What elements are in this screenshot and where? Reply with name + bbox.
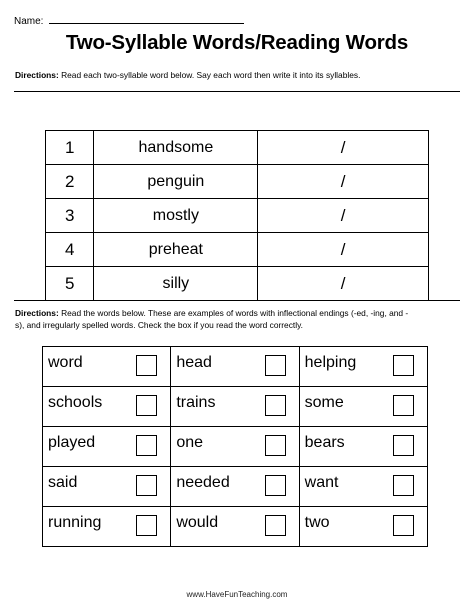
word-cell — [43, 427, 171, 467]
directions-reading — [15, 307, 415, 331]
reading-word: one — [176, 434, 204, 451]
checkbox[interactable] — [393, 475, 414, 496]
name-line[interactable] — [49, 23, 244, 24]
syllable-table — [45, 130, 429, 301]
reading-word: some — [304, 394, 344, 411]
checkbox[interactable] — [393, 355, 414, 376]
reading-word: schools — [48, 394, 103, 411]
table-row — [43, 387, 428, 427]
word-cell — [299, 347, 427, 387]
page-title: Two-Syllable Words/Reading Words — [65, 31, 409, 54]
syllable-word: silly — [94, 267, 258, 301]
reading-word: head — [176, 354, 212, 371]
checkbox[interactable] — [136, 515, 157, 536]
table-row — [43, 467, 428, 507]
reading-word: would — [176, 514, 219, 531]
reading-word: bears — [304, 434, 345, 451]
checkbox[interactable] — [393, 395, 414, 416]
syllable-answer-cell[interactable]: / — [258, 233, 429, 267]
word-cell — [43, 347, 171, 387]
checkbox[interactable] — [393, 435, 414, 456]
syllable-word: penguin — [94, 165, 258, 199]
row-number: 2 — [46, 165, 94, 199]
reading-words-grid — [42, 346, 428, 547]
reading-word: running — [48, 514, 102, 531]
checkbox[interactable] — [265, 475, 286, 496]
checkbox[interactable] — [265, 515, 286, 536]
directions-label: Directions: — [15, 70, 59, 80]
table-row — [43, 507, 428, 547]
word-cell — [299, 467, 427, 507]
checkbox[interactable] — [393, 515, 414, 536]
table-row — [46, 165, 429, 199]
checkbox[interactable] — [136, 475, 157, 496]
syllable-answer-cell[interactable]: / — [258, 131, 429, 165]
row-number: 4 — [46, 233, 94, 267]
table-row — [46, 267, 429, 301]
reading-word: two — [304, 514, 330, 531]
directions-syllables — [15, 69, 460, 81]
directions-text: Read the words below. These are examples of words with inflectional endings (-ed, -ing, and -s), and irregularly spelled words. Check the box if you read the word correctly. — [15, 308, 409, 330]
reading-word: needed — [176, 474, 230, 491]
checkbox[interactable] — [265, 395, 286, 416]
divider — [14, 300, 460, 301]
table-row — [46, 233, 429, 267]
checkbox[interactable] — [136, 435, 157, 456]
word-cell — [171, 507, 299, 547]
reading-word: word — [48, 354, 83, 371]
name-field[interactable] — [14, 11, 244, 27]
divider — [14, 91, 460, 92]
syllable-answer-cell[interactable]: / — [258, 165, 429, 199]
checkbox[interactable] — [265, 435, 286, 456]
reading-word: want — [304, 474, 339, 491]
syllable-answer-cell[interactable]: / — [258, 199, 429, 233]
reading-word: trains — [176, 394, 216, 411]
directions-label: Directions: — [15, 308, 59, 318]
word-cell — [43, 467, 171, 507]
row-number: 1 — [46, 131, 94, 165]
reading-word: helping — [304, 354, 357, 371]
checkbox[interactable] — [136, 355, 157, 376]
row-number: 3 — [46, 199, 94, 233]
table-row — [46, 199, 429, 233]
word-cell — [43, 507, 171, 547]
checkbox[interactable] — [136, 395, 157, 416]
table-row — [46, 131, 429, 165]
name-label: Name: — [14, 16, 44, 27]
word-cell — [299, 427, 427, 467]
reading-word: played — [48, 434, 96, 451]
syllable-word: handsome — [94, 131, 258, 165]
table-row — [43, 427, 428, 467]
checkbox[interactable] — [265, 355, 286, 376]
syllable-word: preheat — [94, 233, 258, 267]
word-cell — [171, 347, 299, 387]
word-cell — [171, 387, 299, 427]
directions-text: Read each two-syllable word below. Say each word then write it into its syllables. — [58, 70, 361, 80]
table-row — [43, 347, 428, 387]
footer-source: www.HaveFunTeaching.com — [186, 590, 288, 599]
row-number: 5 — [46, 267, 94, 301]
word-cell — [171, 467, 299, 507]
syllable-word: mostly — [94, 199, 258, 233]
syllable-answer-cell[interactable]: / — [258, 267, 429, 301]
reading-word: said — [48, 474, 78, 491]
word-cell — [299, 387, 427, 427]
word-cell — [299, 507, 427, 547]
word-cell — [43, 387, 171, 427]
word-cell — [171, 427, 299, 467]
